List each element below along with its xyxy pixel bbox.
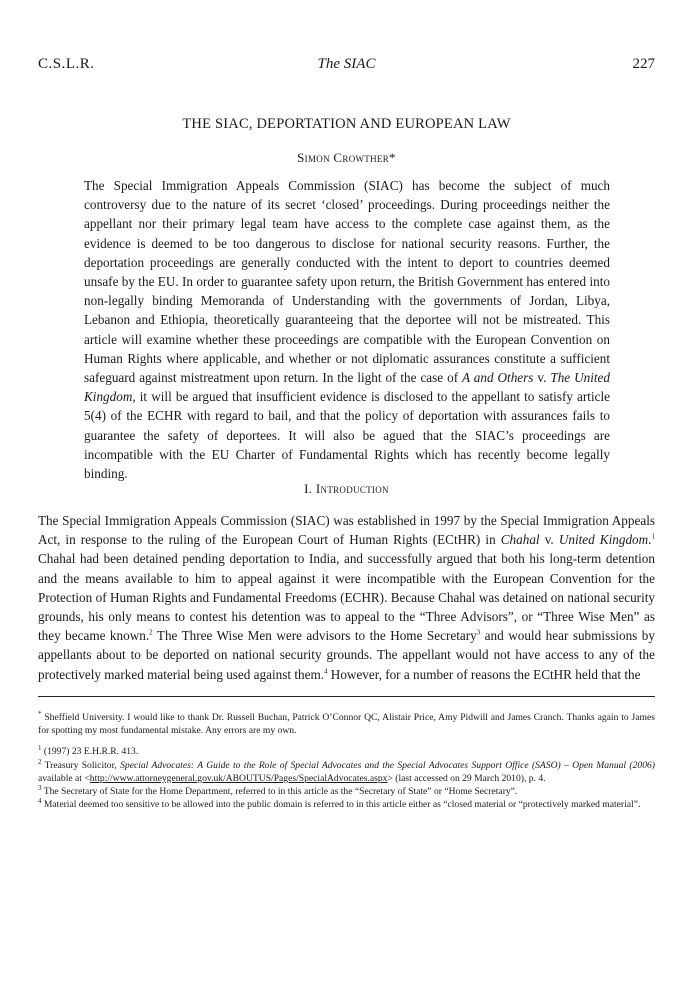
footnote-1: [38, 745, 655, 758]
footnote-text: available at <: [38, 772, 90, 784]
footnote-ref[interactable]: 2: [149, 628, 153, 637]
author-footnote-mark: *: [389, 150, 396, 165]
footnote-text: The Secretary of State for the Home Department, referred to in this article as the “Secretary of State” or “Home Secretary”.: [41, 786, 518, 798]
footnote-ref[interactable]: 3: [476, 628, 481, 637]
footnote-url-link[interactable]: http://www.attorneygeneral.gov.uk/ABOUTUS/Pages/SpecialAdvocates.aspx: [89, 772, 388, 784]
footnote-text: Sheffield University. I would like to thank Dr. Russell Buchan, Patrick O’Connor QC, Alistair Price, Amy Pidwill and James Cranch. Thanks again to James for spotting my most fundamental mistake. Any errors are my own.: [38, 712, 655, 737]
body-text: However, for a number of reasons the ECtHR held that the: [327, 666, 641, 682]
body-text: The Special Immigration Appeals Commission (SIAC) was established in 1997 by the Special Immigration Appeals Act, in response to the ruling of the European Court of Human Rights (ECtHR) in: [38, 513, 655, 548]
body-text: .: [648, 532, 652, 548]
author-name: Simon Crowther: [297, 150, 390, 165]
footnotes: [38, 711, 655, 811]
footnote-text: > (last accessed on 29 March 2010), p. 4.: [387, 772, 546, 784]
body-text: The Three Wise Men were advisors to the Home Secretary: [152, 628, 477, 644]
footnote-mark: 4: [38, 797, 42, 806]
abstract-text: The Special Immigration Appeals Commission (SIAC) has become the subject of much controversy due to the nature of its secret ‘closed’ proceedings. During proceedings neither the appellant nor their primary legal team have access to the complete case against them, as the evidence is deemed to be too dangerous to disclose for national security reasons. Further, the deportation proceedings are generally conducted with the intent to deport to countries deemed unsafe by the EU. In order to guarantee safety upon return, the British Government has entered into non-legally binding Memoranda of Understanding with the governments of Jordan, Libya, Lebanon and Ethiopia, theoretically guaranteeing that the deportee will not be mistreated. This article will examine whether these proceedings are compatible with the European Convention on Human Rights where applicable, and whether or not diplomatic assurances constitute a sufficient safeguard against mistreatment upon return. In the light of the case of: [84, 178, 610, 386]
footnote-text: Material deemed too sensitive to be allowed into the public domain is referred to in this article either as “closed material or “protectively marked material”.: [41, 799, 641, 811]
case-name: United Kingdom: [558, 532, 649, 548]
case-name: Chahal: [500, 532, 540, 548]
footnote-star: [38, 711, 655, 737]
article-title: THE SIAC, DEPORTATION AND EUROPEAN LAW: [182, 116, 511, 132]
footnote-text: (1997) 23 E.H.R.R. 413.: [41, 746, 139, 758]
footnote-2: [38, 759, 655, 785]
section-heading: I. Introduction: [304, 481, 389, 496]
body-text: Chahal had been detained pending deportation to India, and successfully argued that both his long-term detention and the means available to him to appeal against it were incompatible with the European Convention for the Protection of Human Rights and Fundamental Freedoms (ECHR). Because Chahal was detained on national security grounds, his only means to contest his detention was to appeal to the “Three Advisors”, or “Three Wise Men” as they became known.: [38, 551, 655, 644]
page-number: 227: [632, 56, 655, 72]
abstract-case-name: A and Others: [462, 370, 534, 386]
footnote-ref[interactable]: 1: [651, 532, 655, 541]
running-title: The SIAC: [317, 56, 376, 72]
journal-abbreviation: C.S.L.R.: [38, 56, 95, 72]
footnote-mark: 2: [38, 757, 42, 766]
author-line: [0, 150, 693, 166]
footnote-mark: 1: [38, 744, 42, 753]
body-text: v.: [539, 532, 559, 548]
footnote-mark: *: [38, 709, 42, 718]
footnote-source-title: Special Advocates: A Guide to the Role of Special Advocates and the Special Advocates Support Office (SASO) – Open Manual (2006): [120, 759, 655, 771]
footnote-mark: 3: [38, 783, 42, 792]
footnote-divider: [38, 696, 655, 697]
running-header: [38, 56, 655, 76]
abstract-text: v.: [533, 370, 551, 386]
abstract-case-name: The United Kingdom: [84, 370, 610, 405]
abstract-text: , it will be argued that insufficient evidence is disclosed to the appellant to satisfy article 5(4) of the ECHR with regard to bail, and that the policy of deportation with assurances fails to guarantee the safety of deportees. It will also be agued that the SIAC’s proceedings are incompatible with the EU Charter of Fundamental Rights which has recently become legally binding.: [84, 389, 610, 482]
footnote-4: [38, 798, 655, 811]
body-paragraph: [38, 511, 655, 684]
body-text: and would hear submissions by appellants about to be deported on national security grounds. The appellant would not have access to any of the protectively marked material being used against them.: [38, 628, 655, 682]
footnote-text: Treasury Solicitor,: [41, 759, 121, 771]
footnote-3: [38, 785, 655, 798]
footnote-ref[interactable]: 4: [324, 667, 328, 676]
abstract: [84, 176, 610, 483]
